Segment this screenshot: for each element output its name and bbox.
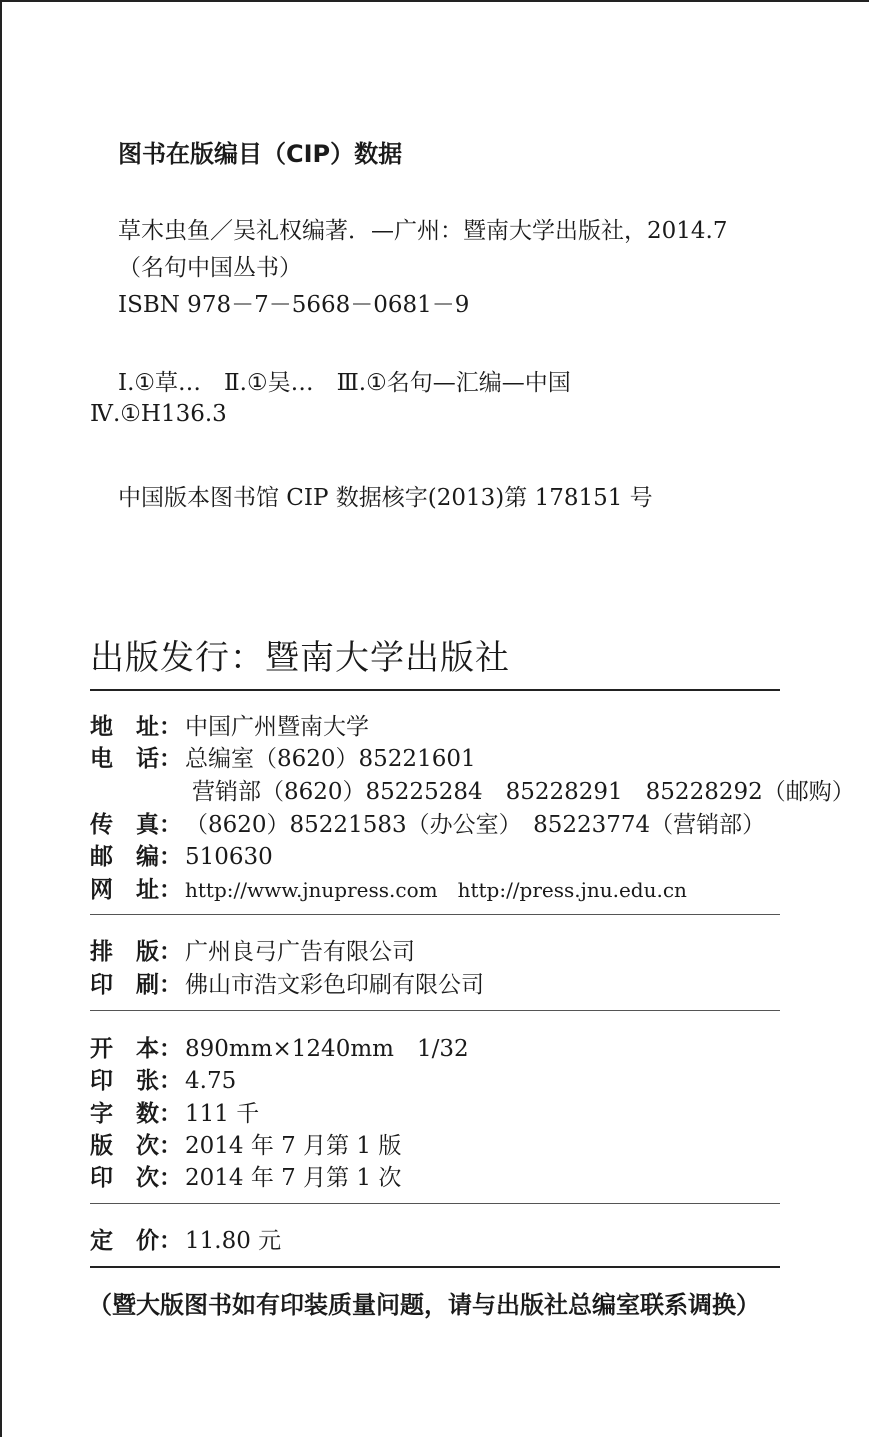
impression-label: 印 次： (90, 1165, 182, 1191)
phone-value-continued: 营销部（8620）85225284 85228291 85228292（邮购） (192, 779, 855, 805)
edition-value: 2014 年 7 月第 1 版 (185, 1133, 402, 1159)
divider-heavy-bottom (90, 1266, 780, 1268)
printing-value: 佛山市浩文彩色印刷有限公司 (185, 972, 484, 998)
info-row-format (90, 1030, 469, 1063)
price-value: 11.80 元 (185, 1228, 282, 1254)
cip-heading: 图书在版编目（CIP）数据 (118, 140, 403, 168)
divider-3 (90, 1203, 780, 1204)
quality-notice: （暨大版图书如有印装质量问题，请与出版社总编室联系调换） (88, 1291, 760, 1319)
words-label: 字 数： (90, 1101, 182, 1127)
cip-title-line: 草木虫鱼／吴礼权编著．—广州：暨南大学出版社，2014.7 (118, 218, 728, 244)
info-row-website (90, 871, 687, 904)
cip-series-line: （名句中国丛书） (118, 255, 302, 281)
impression-value: 2014 年 7 月第 1 次 (185, 1165, 402, 1191)
format-value: 890mm×1240mm 1/32 (185, 1036, 469, 1062)
divider-1 (90, 914, 780, 915)
postcode-value: 510630 (185, 844, 273, 870)
postcode-label: 邮 编： (90, 844, 182, 870)
info-row-address (90, 708, 369, 741)
words-value: 111 千 (185, 1101, 260, 1127)
price-label: 定 价： (90, 1228, 182, 1254)
info-row-phone (90, 740, 476, 773)
typesetting-value: 广州良弓广告有限公司 (185, 939, 415, 965)
info-row-words (90, 1095, 259, 1128)
typesetting-label: 排 版： (90, 939, 182, 965)
divider-heavy-top (90, 689, 780, 691)
phone-value: 总编室（8620）85221601 (185, 746, 476, 772)
cip-record-number: 中国版本图书馆 CIP 数据核字(2013)第 178151 号 (118, 485, 653, 511)
printing-label: 印 刷： (90, 972, 182, 998)
publisher-title: 出版发行：暨南大学出版社 (90, 638, 510, 678)
sheets-value: 4.75 (185, 1068, 237, 1094)
phone-label: 电 话： (90, 746, 182, 772)
address-value: 中国广州暨南大学 (185, 714, 369, 740)
info-row-impression (90, 1159, 401, 1192)
info-row-postcode (90, 838, 273, 871)
website-value: http://www.jnupress.com http://press.jnu.edu.cn (185, 878, 687, 902)
info-row-printing (90, 966, 484, 999)
fax-value: （8620）85221583（办公室） 85223774（营销部） (185, 812, 766, 838)
info-row-sheets (90, 1062, 236, 1095)
format-label: 开 本： (90, 1036, 182, 1062)
edition-label: 版 次： (90, 1133, 182, 1159)
info-row-typesetting (90, 933, 415, 966)
divider-2 (90, 1010, 780, 1011)
info-row-fax (90, 806, 765, 839)
sheets-label: 印 张： (90, 1068, 182, 1094)
cip-classification-line-1: Ⅰ.①草… Ⅱ.①吴… Ⅲ.①名句—汇编—中国 (118, 370, 571, 396)
info-row-price (90, 1222, 281, 1255)
info-row-edition (90, 1127, 401, 1160)
address-label: 地 址： (90, 714, 182, 740)
cip-isbn: ISBN 978－7－5668－0681－9 (118, 292, 470, 318)
cip-classification-line-2: Ⅳ.①H136.3 (90, 401, 227, 427)
fax-label: 传 真： (90, 812, 182, 838)
website-label: 网 址： (90, 877, 182, 903)
